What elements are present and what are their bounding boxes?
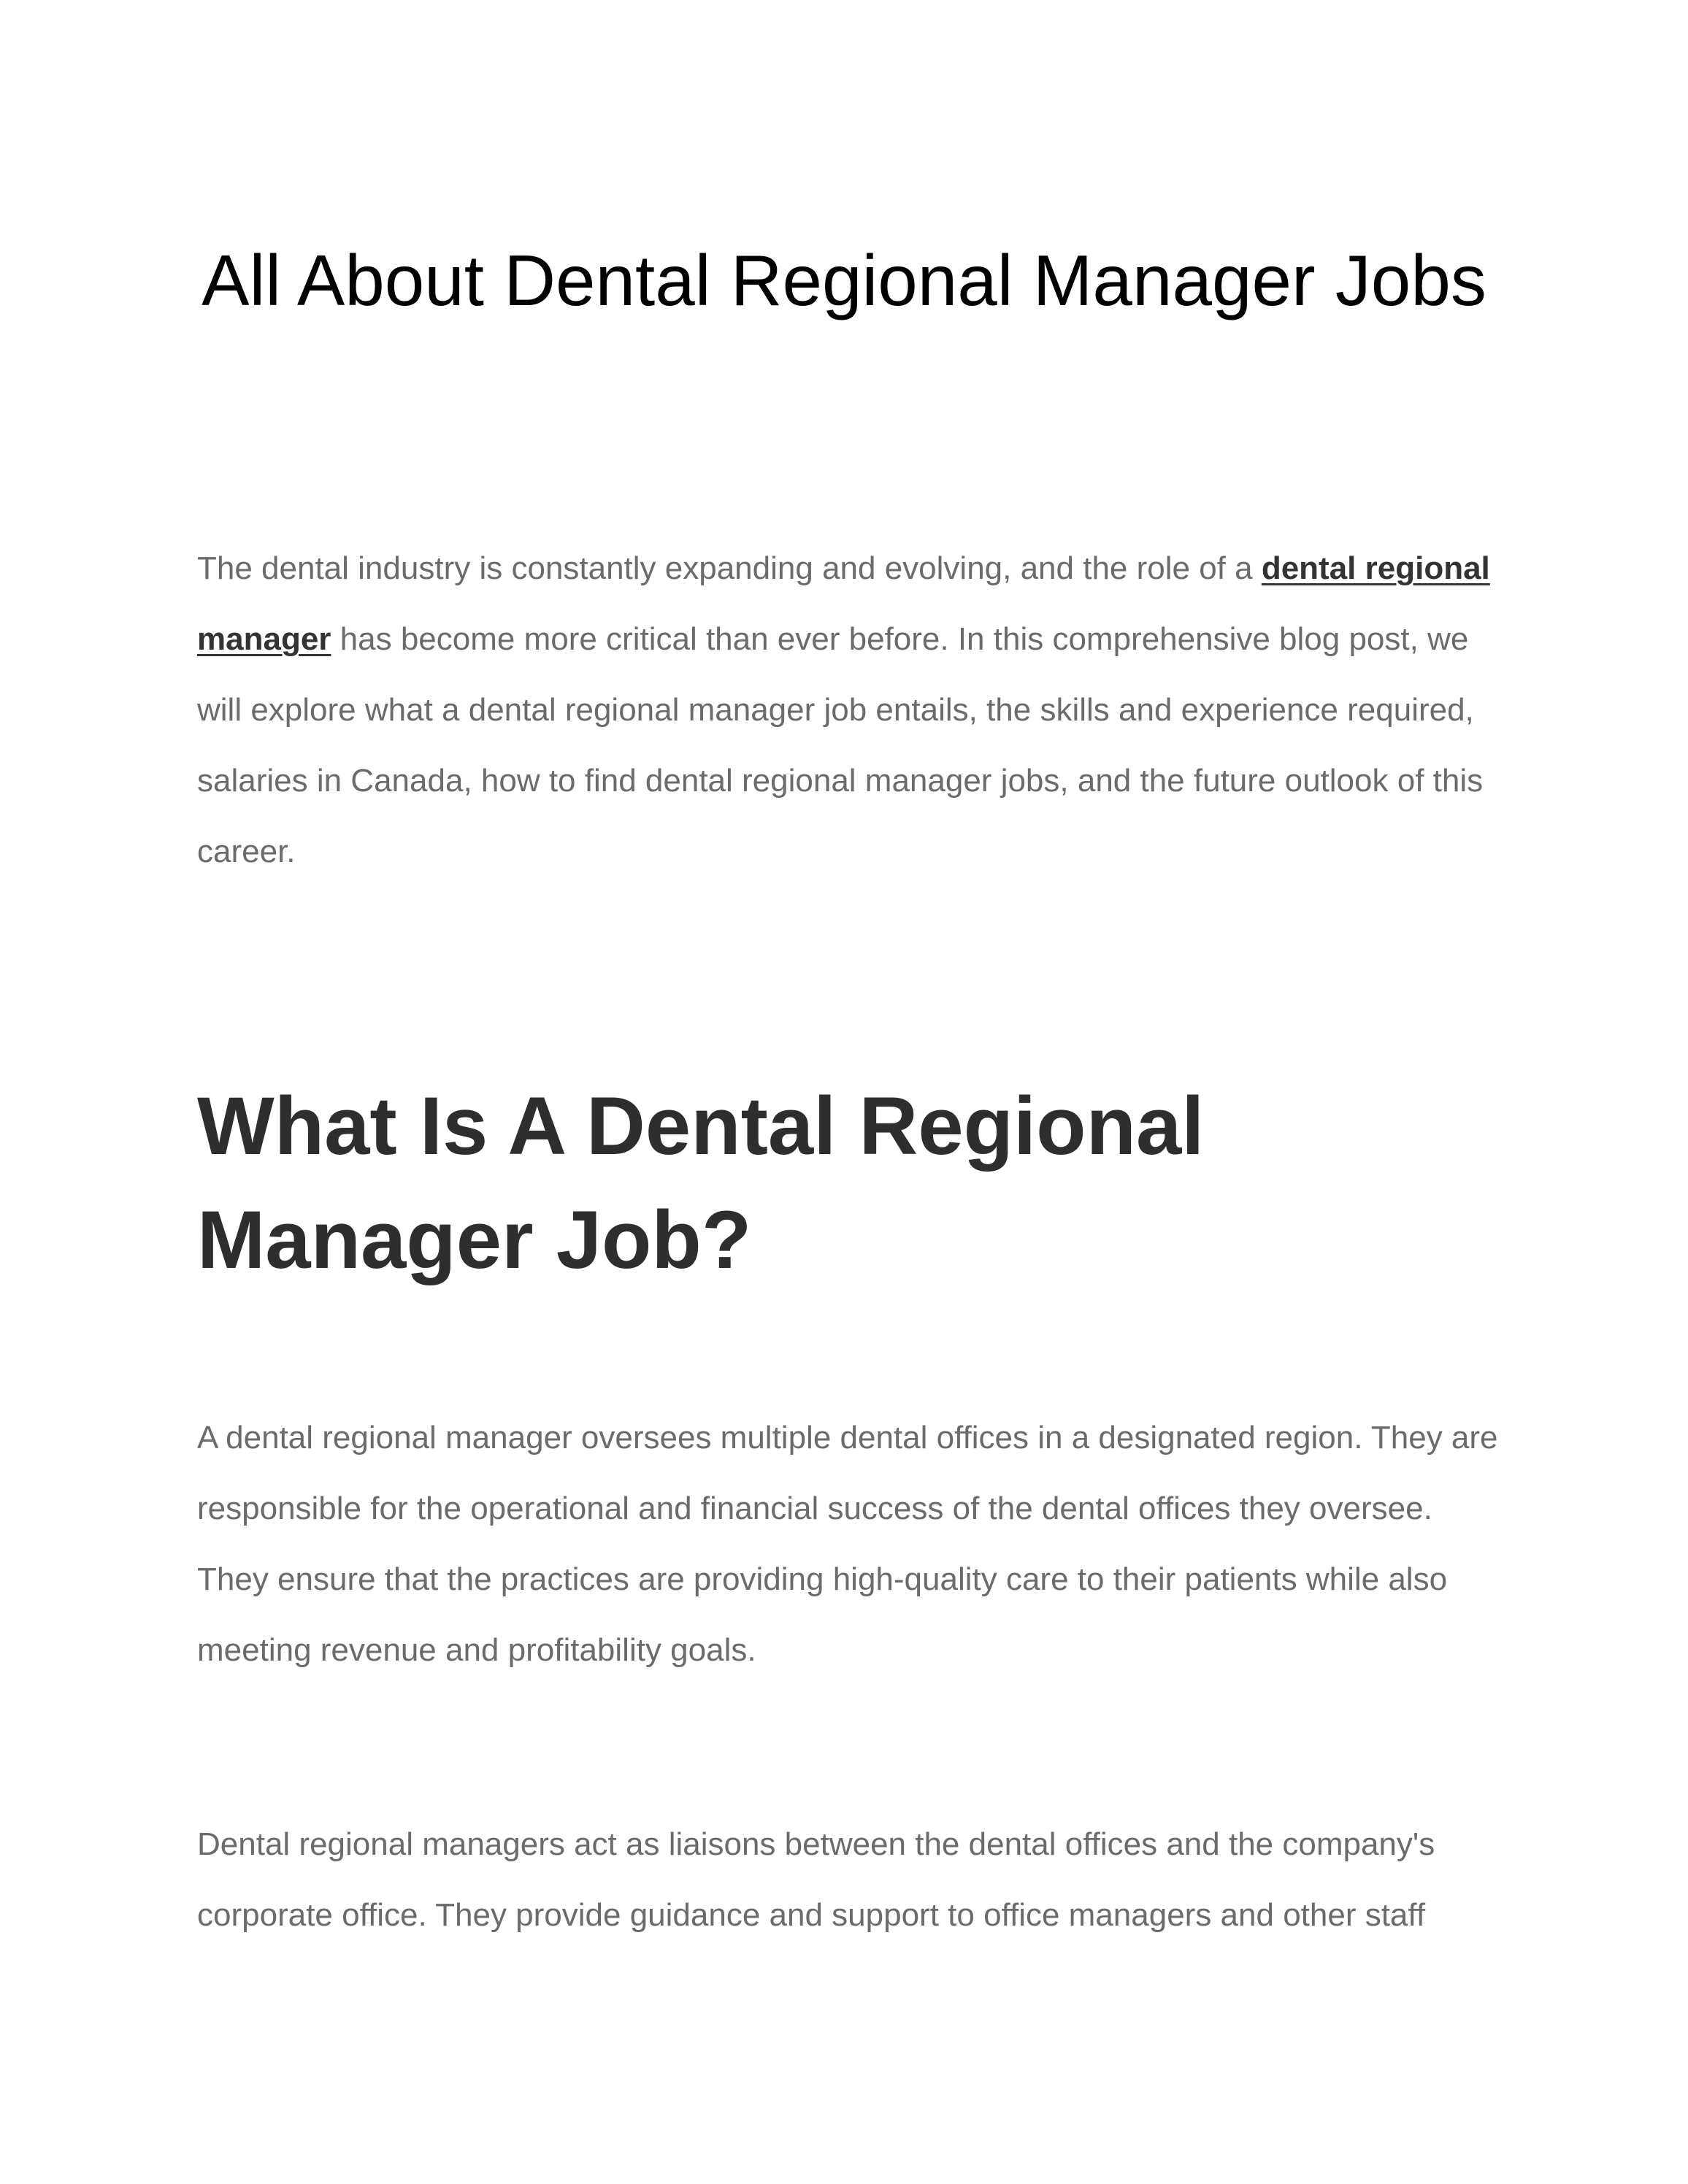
section-heading: What Is A Dental Regional Manager Job? [197,1080,1205,1285]
intro-text-before-link: The dental industry is constantly expanding and evolving, and the role of a [197,550,1262,586]
page-title: All About Dental Regional Manager Jobs [202,240,1486,320]
intro-paragraph [197,533,1504,887]
section-paragraph-1: A dental regional manager oversees multiple dental offices in a designated region. They are responsible for the operational and financial success of the dental offices they oversee. They ensure that the practices are providing high-quality care to their patients while also meeting revenue and profitability goals. [197,1420,1498,1668]
dental-regional-manager-link[interactable]: dental regional manager [197,550,1490,657]
intro-text-after-link: has become more critical than ever before. In this comprehensive blog post, we will explore what a dental regional manager job entails, the skills and experience required, salaries in Canada, how to find dental regional manager jobs, and the future outlook of this career. [197,621,1484,869]
section-paragraph-2: Dental regional managers act as liaisons between the dental offices and the company's corporate office. They provide guidance and support to office managers and other staff [197,1826,1435,1933]
